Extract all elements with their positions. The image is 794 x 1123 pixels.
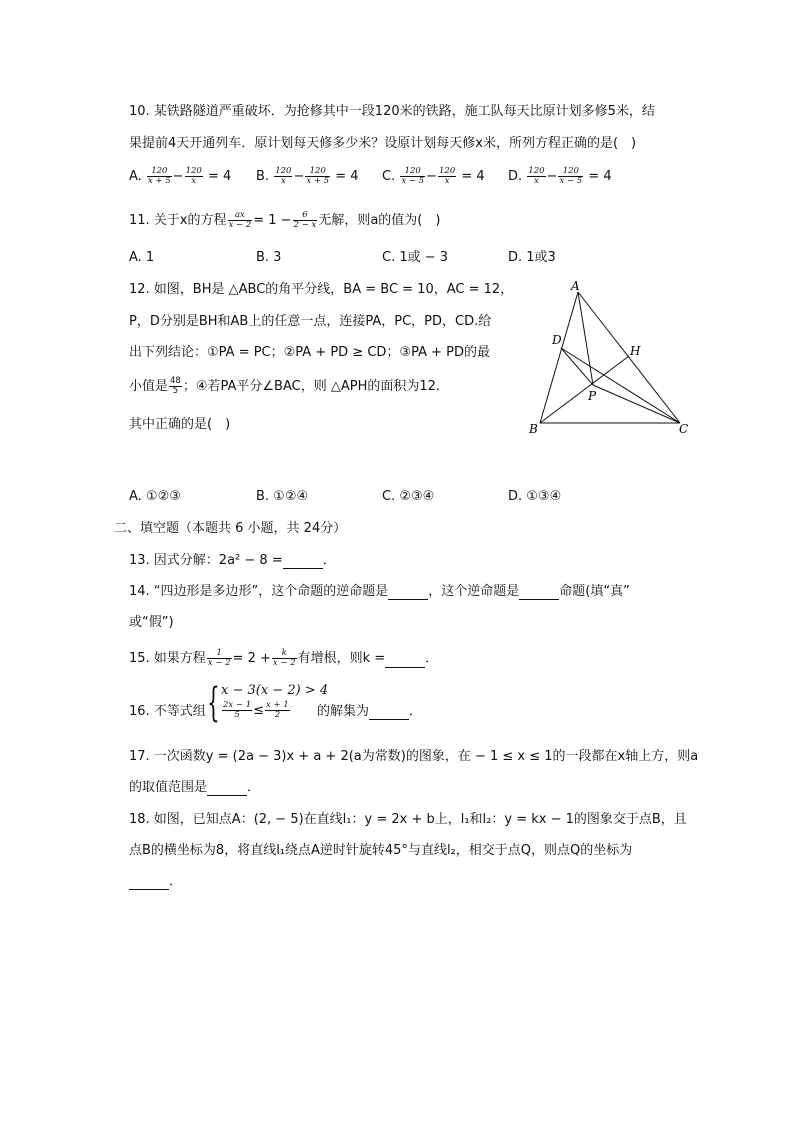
fraction: $\frac{k}{x - 2}$ [272,648,296,668]
segment-pc [593,385,680,423]
q12-option-a[interactable]: A. ①②③ [129,489,181,504]
inequality-system [207,680,329,726]
answer-blank[interactable] [385,655,425,668]
answer-blank[interactable] [369,707,409,720]
brace-icon: { [207,680,220,726]
fraction: $\frac{120}{x + 5}$ [306,166,330,186]
q12-option-c[interactable]: C. ②③④ [382,489,435,504]
fraction: $\frac{6}{2 - x}$ [293,210,317,230]
fraction: $\frac{48}{5}$ [170,376,181,396]
fraction: $\frac{120}{x}$ [528,166,545,186]
q10-option-c[interactable]: C. $\frac{120}{x - 5}$ − $\frac{120}{x}$ = 4 [382,166,485,186]
q12-line2: P，D分别是BH和AB上的任意一点，连接PA，PC，PD，CD.给 [129,314,492,329]
answer-blank[interactable] [388,587,428,600]
fraction: $\frac{1}{x - 2}$ [207,648,231,668]
q11-option-b[interactable]: B. 3 [256,250,282,265]
q10-option-a[interactable]: A. $\frac{120}{x + 5}$ − $\frac{120}{x}$ = 4 [129,166,232,186]
q17-line1: 17. 一次函数y = (2a − 3)x + a + 2(a为常数)的图象，在 − 1 ≤ x ≤ 1的一段都在x轴上方，则a [129,749,699,764]
label-c: C [679,422,689,436]
q12-line3: 出下列结论：①PA = PC；②PA + PD ≥ CD；③PA + PD的最 [129,345,490,360]
triangle-figure [525,280,695,440]
segment-dc [561,348,680,423]
q16-post: 的解集为 ． [317,704,423,719]
answer-blank[interactable] [519,587,559,600]
segment-ac [578,292,680,423]
fraction: $\frac{ax}{x - 2}$ [228,210,252,230]
label-p: P [588,389,597,403]
q10-option-d[interactable]: D. $\frac{120}{x}$ − $\frac{120}{x - 5}$ = 4 [508,166,612,186]
fraction: $\frac{120}{x}$ [439,166,456,186]
q11-option-a[interactable]: A. 1 [129,250,155,265]
q10-line2: 果提前4天开通列车．原计划每天修多少米？设原计划每天修x米，所列方程正确的是( ) [129,136,637,151]
section-heading: 二、填空题（本题共 6 小题，共 24分） [114,521,347,536]
q12-option-b[interactable]: B. ①②④ [256,489,309,504]
q11-stem: 11. 关于x的方程 $\frac{ax}{x - 2}$ = 1 − $\frac{6}{2 - x}$ 无解，则a的值为( ) [129,210,441,230]
q12-line4: 小值是 $\frac{48}{5}$ ；④若PA平分∠BAC，则 △APH的面积为12． [129,376,449,396]
q12-line5: 其中正确的是( ) [129,417,231,432]
fraction: $\frac{120}{x}$ [275,166,292,186]
segment-ap [578,292,593,385]
fraction: $\frac{120}{x - 5}$ [401,166,425,186]
q11-option-d[interactable]: D. 1或3 [508,250,556,265]
q17-line2: 的取值范围是 ． [129,780,261,795]
segment-bh [540,356,629,423]
label-d: D [552,333,562,347]
q11-option-c[interactable]: C. 1或 − 3 [382,250,449,265]
fraction: $\frac{120}{x - 5}$ [559,166,583,186]
fraction: $\frac{120}{x + 5}$ [147,166,171,186]
label-b: B [529,422,538,436]
fraction: $\frac{120}{x}$ [185,166,202,186]
q16-pre: 16. 不等式组 [129,704,206,719]
answer-blank[interactable] [207,783,247,796]
q14-line1: 14. “四边形是多边形”，这个命题的逆命题是 ，这个逆命题是 命题(填“真” [129,584,630,599]
q12-option-d[interactable]: D. ①③④ [508,489,562,504]
q18-line3: ． [129,874,182,890]
segment-ab [540,292,578,423]
q15: 15. 如果方程 $\frac{1}{x - 2}$ = 2 + $\frac{k}{x - 2}$ 有增根，则k = ． [129,648,439,668]
q12-line1: 12. 如图，BH是 △ABC的角平分线，BA = BC = 10，AC = 12， [129,282,514,297]
q13: 13. 因式分解：2a² − 8 = ． [129,553,336,568]
answer-blank[interactable] [129,877,169,890]
label-h: H [630,344,641,358]
label-a: A [571,280,580,293]
q14-line2: 或“假”) [129,615,174,630]
q10-line1: 10. 某铁路隧道严重破坏．为抢修其中一段120米的铁路，施工队每天比原计划多修5米，结 [129,104,655,119]
q18-line2: 点B的横坐标为8，将直线l₁绕点A逆时针旋转45°与直线l₂，相交于点Q，则点Q的坐标为 [129,843,633,858]
inequality-row-2: $\frac{2x - 1}{5}$ ≤ $\frac{x + 1}{2}$ [223,700,289,720]
answer-blank[interactable] [283,556,323,569]
q18-line1: 18. 如图，已知点A：(2, − 5)在直线l₁：y = 2x + b上，l₁和l₂：y = kx − 1的图象交于点B，且 [129,812,687,827]
q10-option-b[interactable]: B. $\frac{120}{x}$ − $\frac{120}{x + 5}$ = 4 [256,166,359,186]
inequality-row-1: x − 3(x − 2) > 4 [221,683,329,698]
